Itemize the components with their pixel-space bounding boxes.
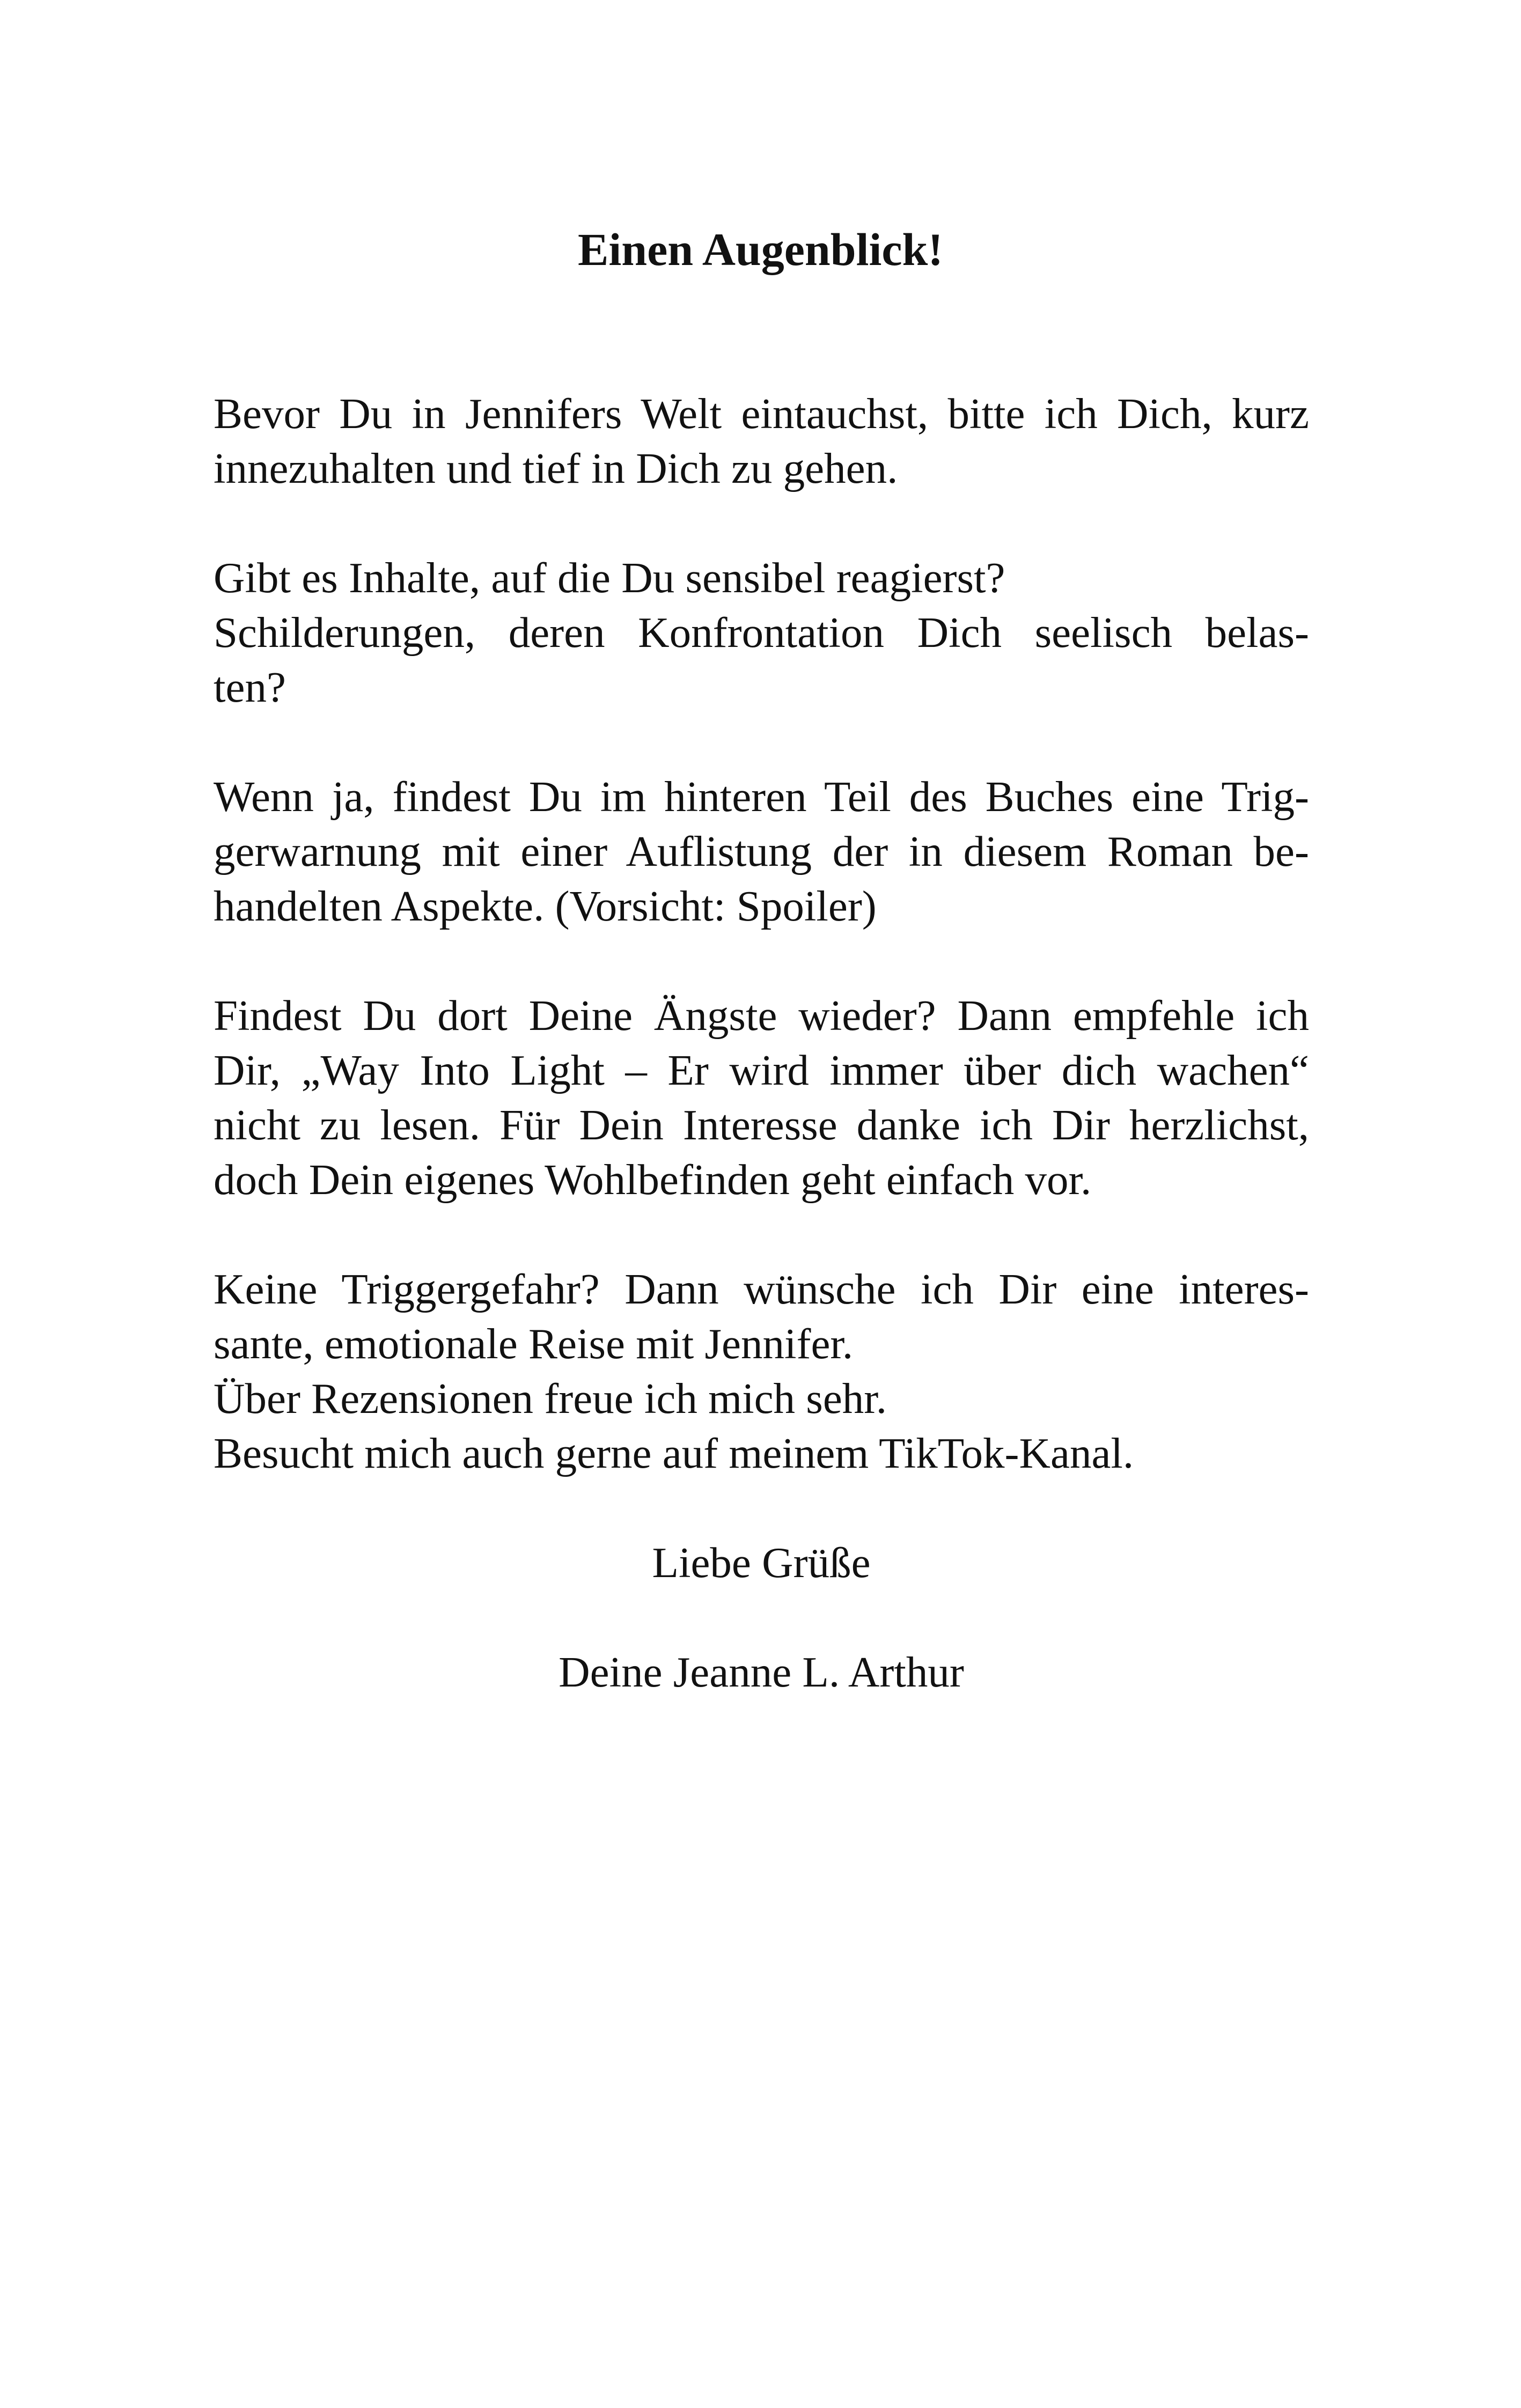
paragraph-trigger-warning xyxy=(214,769,1309,933)
text-line: Wenn ja, findest Du im hinteren Teil des Buches eine Trig- xyxy=(214,772,1309,821)
body-text xyxy=(214,386,1309,1754)
text-line: innezuhalten und tief in Dich zu gehen. xyxy=(214,444,898,492)
paragraph-recommendation xyxy=(214,988,1309,1207)
text-line: Keine Triggergefahr? Dann wünsche ich Dir eine interes- xyxy=(214,1265,1309,1313)
text-line: ten? xyxy=(214,663,286,711)
closing-signature: Deine Jeanne L. Arthur xyxy=(559,1648,964,1696)
text-line: Besucht mich auch gerne auf meinem TikTok-Kanal. xyxy=(214,1429,1134,1477)
text-line: Schilderungen, deren Konfrontation Dich seelisch belas- xyxy=(214,608,1309,657)
paragraph-intro xyxy=(214,386,1309,496)
text-line: Dir, „Way Into Light – Er wird immer über dich wachen“ xyxy=(214,1046,1309,1094)
text-line: Findest Du dort Deine Ängste wieder? Dann empfehle ich xyxy=(214,991,1309,1040)
page-title: Einen Augenblick! xyxy=(577,224,944,275)
text-line: Über Rezensionen freue ich mich sehr. xyxy=(214,1374,887,1423)
text-line: doch Dein eigenes Wohlbefinden geht einfach vor. xyxy=(214,1155,1092,1204)
paragraph-no-trigger xyxy=(214,1262,1309,1481)
closing-greeting: Liebe Grüße xyxy=(652,1538,871,1587)
text-line: nicht zu lesen. Für Dein Interesse danke ich Dir herzlichst, xyxy=(214,1101,1309,1149)
paragraph-sensitivity xyxy=(214,550,1309,715)
text-line: Gibt es Inhalte, auf die Du sensibel reagierst? xyxy=(214,554,1005,602)
text-line: Bevor Du in Jennifers Welt eintauchst, bitte ich Dich, kurz xyxy=(214,389,1309,438)
text-line: sante, emotionale Reise mit Jennifer. xyxy=(214,1320,854,1368)
text-line: handelten Aspekte. (Vorsicht: Spoiler) xyxy=(214,882,877,930)
text-line: gerwarnung mit einer Auflistung der in diesem Roman be- xyxy=(214,827,1309,875)
